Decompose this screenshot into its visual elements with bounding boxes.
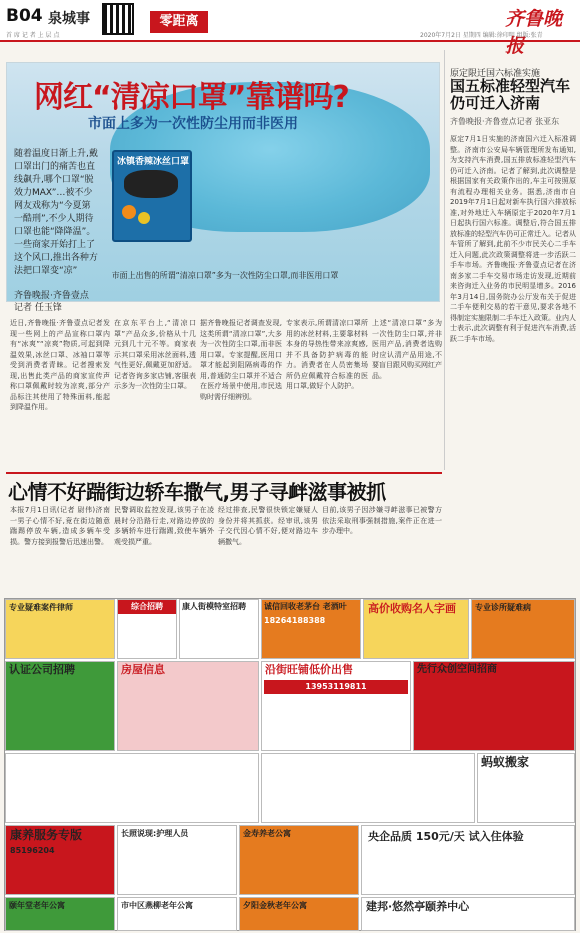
ad-space [413,661,575,751]
mid-column-3: 经过排查,民警很快锁定嫌疑人身份并将其抓获。经审讯,该男子交代因心情不好,便对路边车辆撒气。 [218,506,318,546]
mid-column-2: 民警调取监控发现,该男子在凌晨时分沿路行走,对路边停放的多辆轿车进行踹踢,致使车辆外观受损严重。 [114,506,214,546]
ad-nursing-title: 长照说现:护理人员 [121,829,189,838]
ad-yinian-title: 颐年堂老年公寓 [9,901,65,910]
staff-line: 首 席 记 者 上 层 点 [6,32,60,39]
main-subhead: 市面上多为一次性防尘用而非医用 [88,116,298,132]
ad-repairs [261,753,475,823]
ad-model-title: 康人街模特室招聘 [182,602,246,611]
ad-xiyang [239,897,359,931]
main-column-2: 在京东平台上,“清凉口罩”产品众多,价格从十几元到几十元不等。商家表示其口罩采用冰丝面料,透气性更好,佩戴更加舒适。记者咨询多家店铺,客服表示多为一次性防尘口罩。 [114,319,196,390]
right-kicker: 原定限迁国六标准实施 [450,69,541,79]
ad-lawyer [5,599,115,659]
ad-liquor-phone: 18264188388 [264,616,326,625]
column-divider [444,50,445,470]
lead-text: 随着温度日渐上升,戴口罩出门的痛苦也直线飙升,哪个口罩“脱效力MAX”…被不少网友戏称为“今夏第一酷刑”,不少人期待口罩也能“降降温”。一些商家开始打上了这个风口,推出各种方法把口罩变“凉” [14,149,98,276]
ad-moving [477,753,575,823]
main-column-4: 专家表示,所谓清凉口罩所用的冰丝材料,主要靠材料本身的导热性带来凉爽感,并不具备防护病毒的能力。消费者在人员密集场所仍应佩戴符合标准的医用口罩,做好个人防护。 [286,319,368,390]
ad-housing-title: 房屋信息 [121,663,165,676]
ad-trial-title: 央企品质 150元/天 试入住体验 [368,830,524,843]
page-code: B04 [6,6,43,26]
mid-headline: 心情不好踹街边轿车撒气,男子寻衅滋事被抓 [8,480,386,504]
ad-care-phone: 85196204 [10,846,55,855]
ad-trial [361,825,575,895]
ad-clinic-title: 专业诊所疑难病 [475,603,531,612]
ad-care-section [5,825,115,895]
ad-liquor [261,599,361,659]
right-byline: 齐鲁晚报·齐鲁壹点记者 张亚东 [450,117,560,126]
right-headline: 国五标准轻型汽车仍可迁入济南 [450,77,571,112]
byline-outlet: 齐鲁晚报·齐鲁壹点 [14,291,89,301]
main-headline: 网红“清凉口罩”靠谱吗? [34,80,349,115]
ad-liquor-title: 诚信回收老茅台 老酒叶 [264,602,347,611]
ad-care-title: 康养服务专版 [10,828,83,842]
story-divider [6,472,442,474]
newspaper-logo: 齐鲁晚报 [505,8,563,57]
ad-yanliu-title: 市中区燕柳老年公寓 [121,901,193,910]
ad-yanliu [117,897,237,931]
product-mask-image [124,170,178,198]
main-byline [14,290,89,314]
ad-lawyer-title: 专业疑难案件律师 [9,603,73,612]
ad-paintings-title: 高价收购名人字画 [368,602,456,615]
ad-jobs [117,599,177,659]
ad-shop [261,661,411,751]
ad-jinshou [239,825,359,895]
mid-column-1: 本报7月1日讯(记者 尉伟)济南一男子心情不好,竟在街边随意踹踢停放车辆,造成多辆车受损。警方接到报警后迅速出警。 [10,506,110,546]
ad-nursing [117,825,237,895]
ad-space-title: 先行众创空间招商 [417,664,497,675]
ad-xiyang-title: 夕阳金秋老年公寓 [243,901,307,910]
product-title: 冰镇香辣冰丝口罩 [116,157,189,167]
ad-jianbang-title: 建邦·悠然亭颐养中心 [366,900,470,913]
ad-housing [117,661,259,751]
mid-column-4: 目前,该男子因涉嫌寻衅滋事已被警方依法采取刑事强制措施,案件正在进一步办理中。 [322,506,442,535]
ad-shop-phone: 13953119811 [264,680,408,694]
ad-model [179,599,259,659]
main-column-5: 上述“清凉口罩”多为一次性防尘口罩,并非医用产品,消费者选购时应认清产品用途,不要盲目跟风购买网红产品。 [372,319,442,380]
qr-code-icon [102,3,134,35]
orange-icon [122,205,136,219]
ad-moving-title: 蚂蚁搬家 [481,755,530,769]
byline-reporter: 记者 任玉锋 [14,303,62,313]
ad-recruit [5,661,115,751]
ad-jianbang [361,897,575,931]
ad-jinshou-title: 金寿养老公寓 [243,829,291,838]
photo-caption: 市面上出售的所谓“清凉口罩”多为一次性防尘口罩,而非医用口罩 [111,271,339,280]
ad-yinian [5,897,115,931]
ad-clinic [471,599,575,659]
section-tag: 零距离 [150,11,208,33]
date-line: 2020年7月2日 星期四 编辑:徐印明 组版:张青 [420,32,543,39]
ad-misc [5,753,259,823]
classified-ads [4,598,576,931]
section-name: 泉城事 [48,11,90,27]
lemon-icon [138,212,150,224]
right-body: 原定7月1日实施的济南国六迁入标准调整。济南市公安局车辆管理所发布通知,为支持汽车消费,国五排放标准轻型汽车仍可迁入济南。记者了解到,此次调整是根据国家有关政策作出的,车主可按照原有流程办理相关业务。据悉,济南市自2019年7月1日起对新车执行国六排放标准,对外地迁入车辆原定于2020年7月1日起执行国六标准。调整后,符合国五排放标准的轻型汽车仍可正常迁入。记者从车管所了解到,此前不少市民关心二手车迁入问题,此次政策调整将进一步活跃二手车市场。齐鲁晚报·齐鲁壹点记者在济南多家二手车交易市场走访发现,近期前来咨询迁入业务的市民明显增多。2016年3月14日,国务院办公厅发布关于促进二手车便利交易的若干意见,要求各地不得制定实施限制二手车迁入政策。业内人士表示,此次调整有利于促进汽车消费,活跃二手车市场。 [450,135,576,343]
main-column-3: 据齐鲁晚报记者调查发现,这类所谓“清凉口罩”,大多为一次性防尘口罩,而非医用口罩。专家提醒,医用口罩才能起到阻隔病毒的作用,普通防尘口罩并不适合在医疗场景中使用,市民选购时需仔细辨别。 [200,319,282,401]
ad-jobs-title: 综合招聘 [118,600,176,614]
main-column-1: 近日,齐鲁晚报·齐鲁壹点记者发现一些网上的产品宣称口罩内有“冰爽”“凉爽”物质,可起到降温效果,冰丝口罩、冰袖口罩等受到消费者青睐。记者搜索发现,出售此类产品的商家宣传声称口罩佩戴时较为凉爽,部分产品标注其使用了特殊面料,能起到降温作用。 [10,319,110,411]
ad-paintings [363,599,469,659]
ad-shop-title: 沿街旺铺低价出售 [265,663,353,676]
ad-recruit-title: 认证公司招聘 [9,663,75,676]
